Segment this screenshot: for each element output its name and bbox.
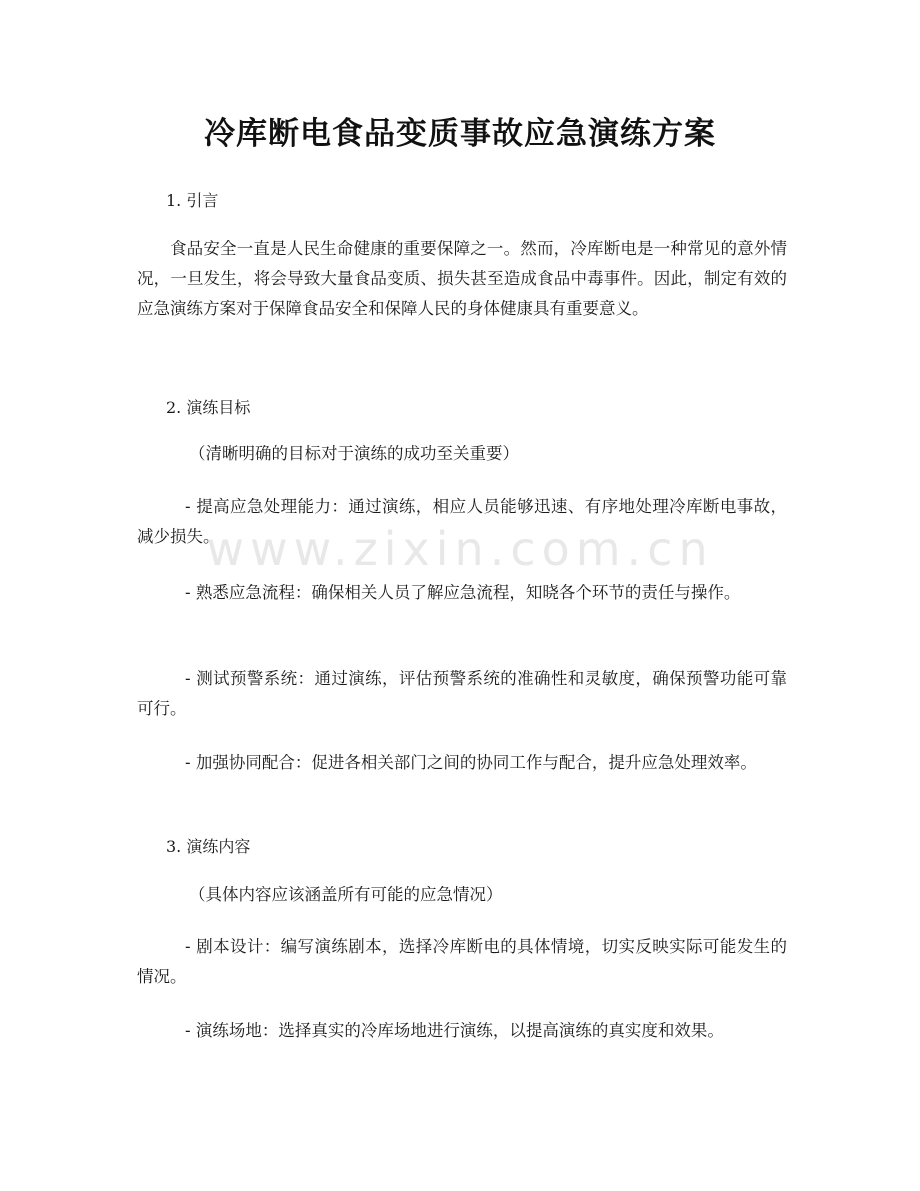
section-heading-intro: 1. 引言 [166, 191, 219, 210]
content-item: - 剧本设计：编写演练剧本，选择冷库断电的具体情境，切实反映实际可能发生的情况。 [137, 937, 787, 986]
goal-item: - 测试预警系统：通过演练，评估预警系统的准确性和灵敏度，确保预警功能可靠可行。 [137, 669, 787, 718]
watermark: www.zixin.com.cn [206, 522, 714, 576]
goals-note: （清晰明确的目标对于演练的成功至关重要） [189, 444, 519, 463]
goal-item: - 熟悉应急流程：确保相关人员了解应急流程，知晓各个环节的责任与操作。 [185, 583, 741, 602]
goal-item: - 提高应急处理能力：通过演练，相应人员能够迅速、有序地处理冷库断电事故，减少损失。 [137, 497, 787, 546]
content-note: （具体内容应该涵盖所有可能的应急情况） [189, 885, 503, 904]
goal-item: - 加强协同配合：促进各相关部门之间的协同工作与配合，提升应急处理效率。 [185, 753, 757, 772]
content-item: - 演练场地：选择真实的冷库场地进行演练，以提高演练的真实度和效果。 [185, 1021, 724, 1040]
section-heading-goals: 2. 演练目标 [166, 398, 251, 417]
section-heading-content: 3. 演练内容 [166, 837, 251, 856]
intro-paragraph: 食品安全一直是人民生命健康的重要保障之一。然而，冷库断电是一种常见的意外情况，一旦发生，将会导致大量食品变质、损失甚至造成食品中毒事件。因此，制定有效的应急演练方案对于保障食品安全和保障人民的身体健康具有重要意义。 [137, 239, 787, 318]
document-title: 冷库断电食品变质事故应急演练方案 [204, 116, 716, 152]
